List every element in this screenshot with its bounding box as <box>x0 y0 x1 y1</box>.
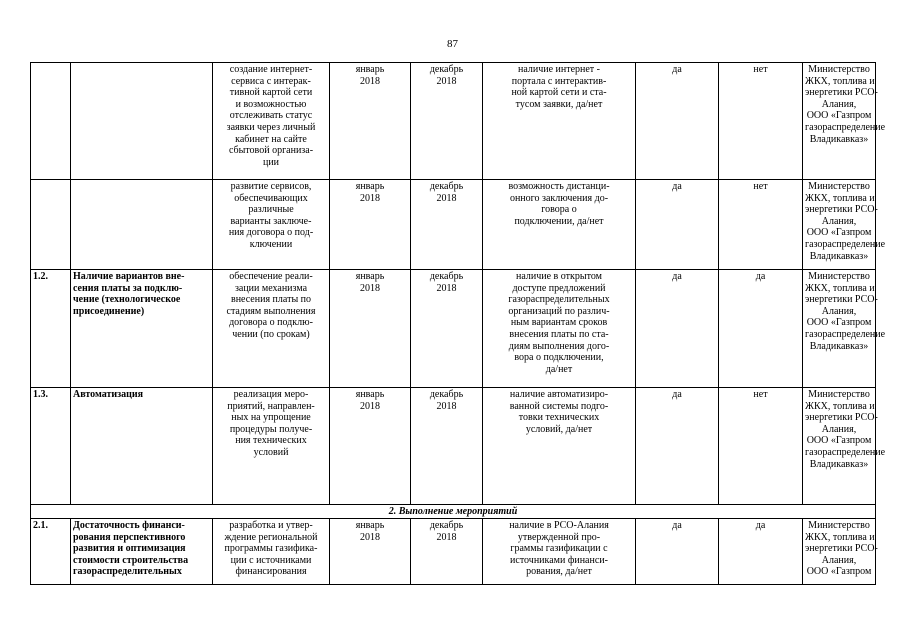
responsible-cell <box>803 519 876 585</box>
cell-line: граммы газификации с <box>510 543 608 555</box>
cell-line: Министерство <box>808 271 870 282</box>
cell-line: ООО «Газпром <box>806 110 872 122</box>
table-row <box>31 180 876 270</box>
cell-line: процедуры получе- <box>229 423 313 435</box>
cell-line: варианты заключе- <box>230 215 312 227</box>
responsible-cell <box>803 63 886 180</box>
cell-line: декабрь <box>429 181 464 192</box>
cell-line: Алания, <box>821 554 857 566</box>
cell-line: ООО «Газпром <box>806 317 872 329</box>
section-row <box>31 505 876 519</box>
indicator-cell <box>483 388 636 505</box>
cell-line: ООО «Газпром <box>806 435 872 447</box>
cell-line: январь <box>355 520 385 531</box>
cell-line: ния договора о под- <box>228 227 314 239</box>
cell-line: энергетики РСО- <box>805 412 878 424</box>
cell-line: Министерство <box>808 64 870 75</box>
responsible-cell <box>803 388 886 505</box>
start-date <box>330 63 411 180</box>
cell-line: ждение региональной <box>224 531 318 543</box>
cell-line: внесения платы по ста- <box>509 328 609 340</box>
cell-line: рования, да/нет <box>526 566 592 578</box>
cell-line: финансирования <box>235 566 307 578</box>
activity-cell <box>213 519 330 585</box>
cell-line: да/нет <box>545 363 573 375</box>
cell-line: наличие интернет - <box>517 64 601 75</box>
cell-line: Министерство <box>808 389 870 400</box>
cell-line: декабрь <box>429 520 464 531</box>
cell-line: ЖКХ, топлива и <box>805 531 875 543</box>
cell-line: энергетики РСО- <box>805 87 878 99</box>
cell-line: ным вариантам сроков <box>510 317 608 329</box>
value-current: да <box>636 180 719 270</box>
responsible-cell <box>803 180 886 270</box>
cell-line: портала с интерактив- <box>511 75 607 87</box>
cell-line: тивной картой сети <box>229 87 313 99</box>
cell-line: различные <box>248 204 294 216</box>
cell-line: условий <box>253 446 289 458</box>
cell-line: ООО «Газпром <box>806 227 872 239</box>
start-date <box>330 388 411 505</box>
cell-line: товки технических <box>518 412 600 424</box>
indicator-cell <box>483 270 636 388</box>
activity-cell <box>213 388 330 505</box>
cell-line: обеспечение реали- <box>229 271 313 282</box>
cell-line: Министерство <box>808 181 870 192</box>
cell-line: чении (по срокам) <box>232 328 310 340</box>
table-row <box>31 388 876 505</box>
value-current: да <box>636 519 719 585</box>
cell-line: ции с источниками <box>230 554 312 566</box>
indicator-cell <box>483 63 636 180</box>
row-number <box>31 180 71 270</box>
cell-line: договора о подклю- <box>229 317 313 329</box>
cell-line: сения платы за подклю- <box>73 282 183 294</box>
cell-line: ной картой сети и ста- <box>511 87 607 99</box>
cell-line: газораспределительных <box>508 294 610 306</box>
cell-line: 2018 <box>360 192 380 204</box>
cell-line: онного заключения до- <box>509 192 609 204</box>
cell-line: Владикавказ» <box>809 458 869 470</box>
cell-line: ЖКХ, топлива и <box>805 282 875 294</box>
cell-line: 2018 <box>360 531 380 543</box>
cell-line: Владикавказ» <box>809 340 869 352</box>
cell-line: заявки через личный <box>226 121 316 133</box>
cell-line: утвержденной про- <box>517 531 601 543</box>
table-row <box>31 270 876 388</box>
cell-line: январь <box>355 64 385 75</box>
cell-line: декабрь <box>429 389 464 400</box>
cell-line: Алания, <box>821 215 857 227</box>
cell-line: ния технических <box>235 435 307 447</box>
cell-line: зации механизма <box>234 282 308 294</box>
cell-line: наличие в открытом <box>516 271 602 282</box>
cell-line: рования перспективного <box>73 531 186 543</box>
cell-line: Автоматизация <box>73 389 144 400</box>
cell-line: наличие автоматизиро- <box>509 389 609 400</box>
cell-line: стоимости строительства <box>73 554 189 566</box>
cell-line: отслеживать статус <box>229 110 313 122</box>
value-current: да <box>636 388 719 505</box>
cell-line: вора о подключении, <box>514 352 604 364</box>
cell-line: приятий, направлен- <box>227 400 315 412</box>
value-target: нет <box>719 388 803 505</box>
cell-line: сервиса с интерак- <box>231 75 311 87</box>
cell-line: наличие в РСО-Алания <box>509 520 609 531</box>
cell-line: присоединение) <box>73 305 145 317</box>
cell-line: газораспределение <box>805 446 886 458</box>
cell-line: Алания, <box>821 305 857 317</box>
row-number: 1.3. <box>31 388 71 505</box>
cell-line: кабинет на сайте <box>235 133 307 145</box>
cell-line: говора о <box>541 204 577 216</box>
cell-line: ЖКХ, топлива и <box>805 192 875 204</box>
value-target: нет <box>719 180 803 270</box>
cell-line: тусом заявки, да/нет <box>515 98 603 110</box>
indicator-name <box>71 270 213 388</box>
value-target: нет <box>719 63 803 180</box>
value-current: да <box>636 63 719 180</box>
cell-line: Алания, <box>821 423 857 435</box>
cell-line: газораспределительных <box>73 566 182 578</box>
activity-cell <box>213 63 330 180</box>
cell-line: создание интернет- <box>229 64 313 75</box>
cell-line: диям выполнения дого- <box>508 340 610 352</box>
activity-cell <box>213 180 330 270</box>
cell-line: ООО «Газпром <box>806 566 872 578</box>
cell-line: энергетики РСО- <box>805 543 878 555</box>
cell-line: декабрь <box>429 64 464 75</box>
cell-line: программы газифика- <box>224 543 318 555</box>
cell-line: и возможностью <box>235 98 307 110</box>
cell-line: энергетики РСО- <box>805 204 878 216</box>
cell-line: ЖКХ, топлива и <box>805 400 875 412</box>
cell-line: 2018 <box>436 192 457 204</box>
cell-line: Владикавказ» <box>809 250 869 262</box>
cell-line: 2018 <box>360 400 380 412</box>
cell-line: ключении <box>249 238 293 250</box>
cell-line: разработка и утвер- <box>229 520 313 531</box>
row-number <box>31 63 71 180</box>
value-current: да <box>636 270 719 388</box>
cell-line: стадиям выполнения <box>226 305 316 317</box>
start-date <box>330 270 411 388</box>
cell-line: ЖКХ, топлива и <box>805 75 875 87</box>
cell-line: ции <box>262 156 280 168</box>
indicator-name <box>71 63 213 180</box>
end-date <box>411 519 483 585</box>
page-number: 87 <box>447 38 458 50</box>
value-target: да <box>719 519 803 585</box>
indicator-name <box>71 180 213 270</box>
start-date <box>330 180 411 270</box>
cell-line: январь <box>355 389 385 400</box>
indicator-cell <box>483 519 636 585</box>
cell-line: Наличие вариантов вне- <box>73 271 185 282</box>
cell-line: ванной системы подго- <box>509 400 609 412</box>
indicator-name <box>71 388 213 505</box>
table-row <box>31 519 876 585</box>
cell-line: газораспределение <box>805 121 886 133</box>
cell-line: доступе предложений <box>512 282 606 294</box>
cell-line: реализация меро- <box>233 389 309 400</box>
cell-line: 2018 <box>360 75 380 87</box>
cell-line: развития и оптимизация <box>73 543 186 555</box>
cell-line: Алания, <box>821 98 857 110</box>
cell-line: 2018 <box>436 75 457 87</box>
cell-line: Владикавказ» <box>809 133 869 145</box>
end-date <box>411 180 483 270</box>
value-target: да <box>719 270 803 388</box>
table-row <box>31 63 876 180</box>
indicator-name <box>71 519 213 585</box>
activity-cell <box>213 270 330 388</box>
cell-line: январь <box>355 271 385 282</box>
cell-line: 2018 <box>436 400 457 412</box>
cell-line: 2018 <box>360 282 380 294</box>
cell-line: сбытовой организа- <box>228 145 314 157</box>
start-date <box>330 519 411 585</box>
row-number: 2.1. <box>31 519 71 585</box>
section-title: 2. Выполнение мероприятий <box>31 505 876 519</box>
cell-line: развитие сервисов, <box>230 181 312 192</box>
cell-line: декабрь <box>429 271 464 282</box>
indicator-cell <box>483 180 636 270</box>
cell-line: подключении, да/нет <box>514 215 604 227</box>
cell-line: 2018 <box>436 531 457 543</box>
cell-line: газораспределение <box>805 328 886 340</box>
cell-line: обеспечивающих <box>234 192 308 204</box>
end-date <box>411 388 483 505</box>
cell-line: Достаточность финанси- <box>73 520 185 531</box>
cell-line: чение (технологическое <box>73 294 181 306</box>
cell-line: источниками финанси- <box>510 554 608 566</box>
end-date <box>411 270 483 388</box>
responsible-cell <box>803 270 886 388</box>
cell-line: ных на упрощение <box>231 412 311 424</box>
cell-line: 2018 <box>436 282 457 294</box>
cell-line: условий, да/нет <box>525 423 593 435</box>
row-number: 1.2. <box>31 270 71 388</box>
end-date <box>411 63 483 180</box>
cell-line: организаций по различ- <box>508 305 610 317</box>
cell-line: внесения платы по <box>230 294 312 306</box>
cell-line: Министерство <box>808 520 870 531</box>
cell-line: возможность дистанци- <box>508 181 610 192</box>
cell-line: январь <box>355 181 385 192</box>
cell-line: газораспределение <box>805 238 886 250</box>
measures-table <box>30 62 886 585</box>
cell-line: энергетики РСО- <box>805 294 878 306</box>
